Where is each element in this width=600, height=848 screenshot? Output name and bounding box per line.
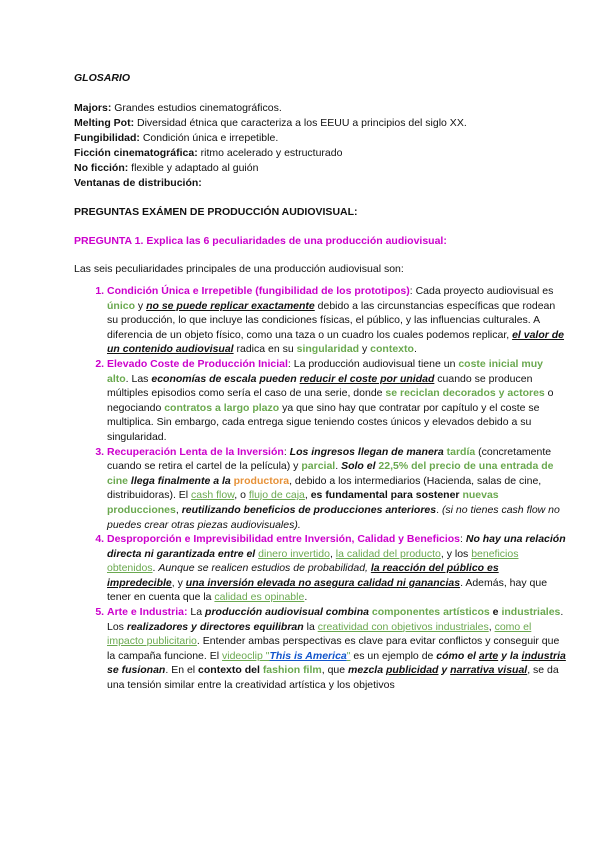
item-text: cómo el [436, 649, 479, 662]
item-text: productora [233, 474, 290, 487]
section-heading: PREGUNTAS EXÁMEN DE PRODUCCIÓN AUDIOVISUAL: [74, 206, 358, 218]
item-text: contratos a largo plazo [164, 401, 280, 414]
item-text: dinero invertido [258, 547, 330, 560]
item-text: parcial [301, 460, 336, 473]
item-text: debido a las circunstancias específicas que rodean su producción, lo que incluye las condiciones físicas, el público, y las influencias culturales. A diferencia de un objeto físico, como una taza o un cuadro los cuales podemos replicar, [107, 299, 556, 341]
item-text: cash flow [191, 489, 235, 502]
item-text: arte [478, 649, 499, 662]
item-text: . Los [107, 606, 564, 633]
glossary-term: No ficción: [74, 162, 129, 174]
item-text: . [335, 460, 342, 473]
item-text: , [329, 547, 336, 560]
item-text: nuevas producciones [107, 489, 499, 516]
item-text: industriales [501, 606, 561, 619]
glossary-title: GLOSARIO [74, 72, 131, 84]
item-text: coste inicial muy alto [107, 357, 543, 385]
item-text: . Las [125, 372, 152, 385]
glossary-definition: Condición única e irrepetible. [139, 132, 279, 144]
item-text: 22,5% del precio de una entrada de cine [107, 460, 554, 487]
item-heading: Condición Única e Irrepetible (fungibilidad de los prototipos) [107, 285, 410, 297]
item-heading: Desproporción e Imprevisibilidad entre Inversión, Calidad y Beneficios [107, 533, 461, 546]
item-text: contexto del [198, 664, 263, 677]
item-text: reducir el coste por unidad [299, 372, 435, 385]
item-text: reutilizando beneficios de producciones anteriores [181, 503, 437, 516]
item-text: . [304, 591, 308, 604]
item-text: : [460, 533, 466, 546]
item-text: la reacción del público es impredecible [107, 562, 499, 589]
item-text: . Además, hay que tener en cuenta que la [107, 576, 548, 604]
item-text: industria [521, 649, 566, 662]
item-text: " [346, 649, 351, 662]
glossary-entry [74, 131, 544, 146]
item-text: e [489, 606, 502, 619]
item-text: es un ejemplo de [350, 649, 437, 662]
item-text: (concretamente cuando se retira el cartel de la película) y [107, 445, 552, 473]
item-text: : [283, 445, 290, 458]
item-text: Solo el [341, 460, 379, 473]
list-item-1 [107, 284, 567, 357]
item-text: Los ingresos llegan de manera [289, 445, 447, 458]
glossary-definition: Diversidad étnica que caracteriza a los EEUU a principios del siglo XX. [134, 117, 467, 129]
item-text: el valor de un contenido audiovisual [107, 328, 565, 356]
item-text: la [303, 620, 318, 633]
item-text: no se puede replicar exactamente [146, 299, 315, 312]
glossary-entry [74, 146, 544, 161]
item-text: realizadores y directores equilibran [126, 620, 304, 633]
item-text: y la [498, 649, 522, 662]
item-text: se reciclan decorados y actores [385, 387, 545, 400]
item-text: componentes artísticos [371, 606, 490, 619]
glossary-entry [74, 161, 544, 176]
list-item-3 [107, 445, 567, 533]
item-text: y [438, 664, 451, 677]
glossary-entry [74, 176, 544, 191]
item-text: llega finalmente a la [128, 474, 234, 487]
item-text: creatividad con objetivos industriales [317, 620, 489, 633]
item-text: , o [234, 489, 249, 502]
item-text: , y los [440, 547, 472, 560]
item-text: y [135, 299, 147, 312]
item-text: , [304, 489, 311, 502]
item-text: . [152, 562, 159, 575]
item-text: singularidad [296, 343, 360, 356]
glossary-term: Melting Pot: [74, 117, 135, 129]
item-text: videoclip " [222, 649, 270, 662]
peculiarities-list [74, 284, 567, 693]
item-text: Aunque se realicen estudios de probabilidad, [158, 562, 371, 575]
item-text: beneficios obtenidos [107, 547, 519, 575]
glossary-entry [74, 116, 544, 131]
item-text: (si no tienes cash flow no puedes crear otras piezas audiovisuales). [107, 503, 560, 531]
list-item-5 [107, 605, 567, 693]
glossary-list [74, 101, 544, 191]
item-text: economías de escala pueden [151, 372, 300, 385]
item-text: radica en su [233, 343, 297, 356]
item-heading: Elevado Coste de Producción Inicial [107, 357, 288, 370]
item-text: se fusionan [107, 664, 166, 677]
item-text: . [413, 343, 417, 356]
item-text: . [436, 503, 442, 516]
item-text: la calidad del producto [335, 547, 441, 560]
glossary-definition: flexible y adaptado al guión [128, 162, 259, 174]
intro-paragraph: Las seis peculiaridades principales de una producción audiovisual son: [74, 263, 404, 275]
item-text: calidad es opinable [214, 591, 305, 604]
item-text: La [187, 606, 206, 619]
item-text: mezcla [348, 664, 386, 677]
item-text: . Entender ambas perspectivas es clave para evitar conflictos y conseguir que la campaña funcione. El [107, 635, 560, 662]
item-text: una inversión elevada no asegura calidad ni ganancias [185, 576, 461, 589]
item-text: narrativa visual [450, 664, 528, 677]
item-text: : La producción audiovisual tiene un [287, 357, 459, 370]
item-heading: Recuperación Lenta de la Inversión [107, 445, 284, 458]
item-text: producción audiovisual combina [205, 606, 372, 619]
item-text: y [359, 343, 371, 356]
item-text: . En el [165, 664, 199, 677]
item-text: : Cada proyecto audiovisual es [409, 285, 554, 297]
glossary-term: Majors: [74, 102, 112, 114]
list-item-4 [107, 532, 567, 605]
item-text: publicidad [385, 664, 439, 677]
glossary-entry [74, 101, 544, 116]
question-heading: PREGUNTA 1. Explica las 6 peculiaridades de una producción audiovisual: [74, 235, 447, 247]
item-text: , y [171, 576, 186, 589]
item-text: contexto [370, 343, 414, 356]
item-text: , [488, 620, 495, 633]
item-text: fashion film [262, 664, 322, 677]
item-text: ya que sino hay que contratar por capítulo y el coste se multiplica. Sin embargo, cada entrega sigue teniendo costes únicos y elevados debido a su singularidad. [107, 401, 540, 443]
item-text: No hay una relación directa ni garantizada entre el [107, 533, 566, 560]
item-text: cuando se producen múltiples episodios como sería el caso de una serie, donde [107, 372, 533, 400]
glossary-term: Fungibilidad: [74, 132, 140, 144]
glossary-definition: ritmo acelerado y estructurado [197, 147, 343, 159]
item-text: , se da una tensión similar entre la creatividad artística y los objetivos [107, 664, 559, 692]
video-link[interactable]: This is America [269, 649, 347, 662]
glossary-term: Ficción cinematográfica: [74, 147, 198, 159]
item-text: único [107, 299, 135, 312]
item-text: como el impacto publicitario [107, 620, 532, 648]
item-text: , debido a los intermediarios (Hacienda, salas de cine, distribuidoras). El [107, 474, 542, 502]
item-text: flujo de caja [248, 489, 305, 502]
item-text: , [175, 503, 182, 516]
item-text: tardía [446, 445, 476, 458]
item-heading: Arte e Industria: [107, 606, 188, 619]
item-text: o negociando [107, 387, 554, 414]
glossary-definition: Grandes estudios cinematográficos. [111, 102, 282, 114]
glossary-term: Ventanas de distribución: [74, 177, 202, 189]
list-item-2 [107, 357, 567, 445]
item-text: , que [321, 664, 349, 677]
item-text: es fundamental para sostener [310, 489, 463, 502]
